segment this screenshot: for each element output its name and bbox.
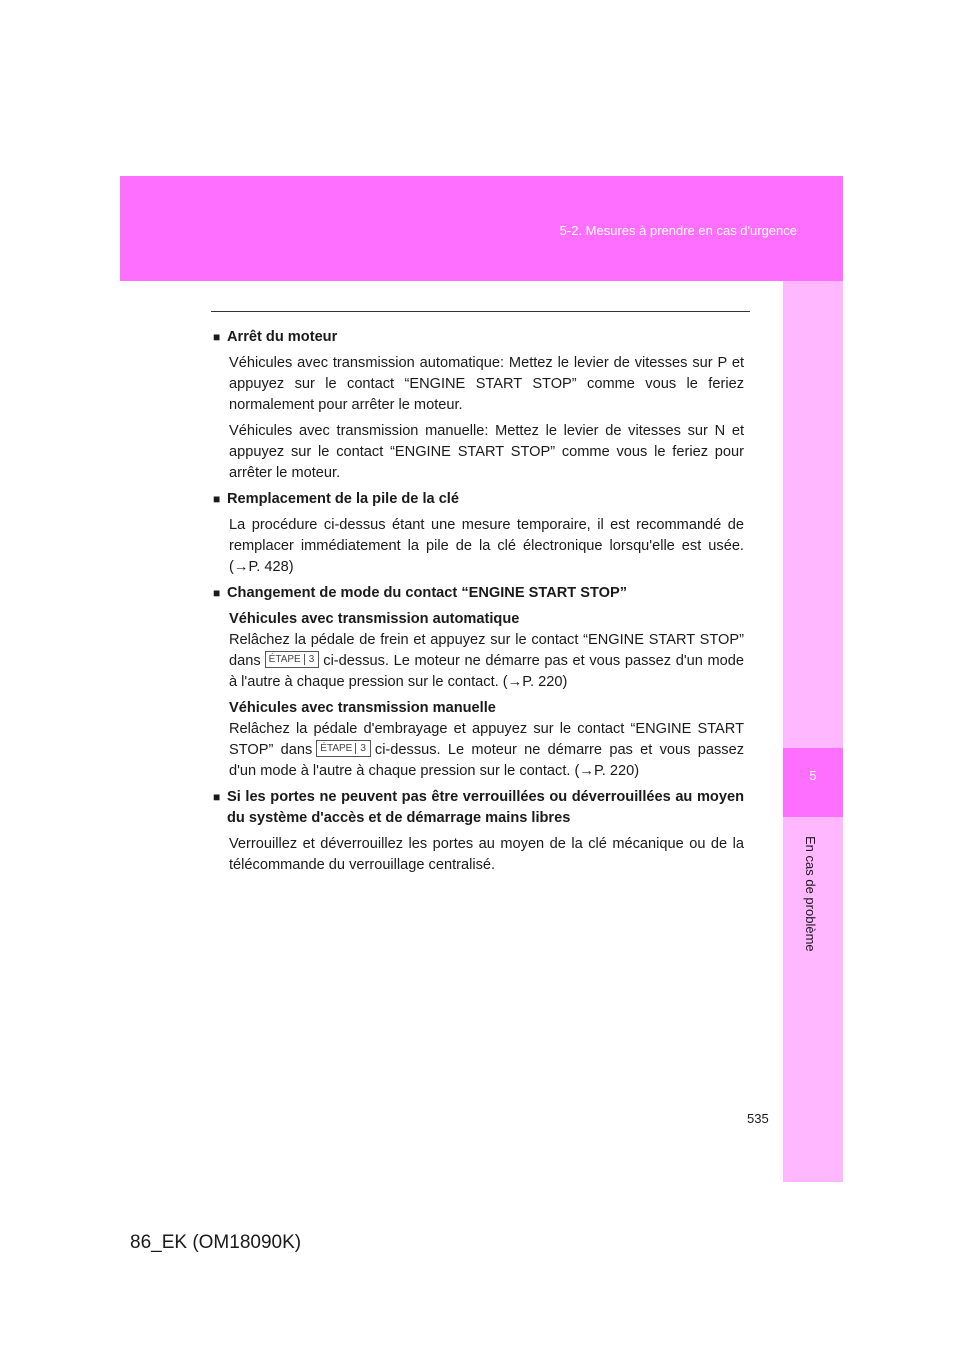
paragraph-automatic: Véhicules avec transmission automatique Relâchez la pédale de frein et appuyez sur le contact “ENGINE START STOP” dans ÉTAPE 3 ci-dessus. Le moteur ne démarre pas et vous passez d'un mode à l'autre à chaque pression sur le contact. (→P. 220) [229,611,744,690]
section-door-lock [213,787,744,876]
square-bullet-icon: ■ [213,492,221,506]
page-number: 535 [747,1111,769,1126]
section-divider [211,311,750,312]
paragraph: Verrouillez et déverrouillez les portes au moyen de la clé mécanique ou de la télécommande du verrouillage centralisé. [229,836,744,873]
chapter-title: 5-2. Mesures à prendre en cas d'urgence [559,223,797,238]
step-badge: ÉTAPE 3 [265,651,320,668]
sub-heading: Véhicules avec transmission manuelle [229,700,496,716]
square-bullet-icon: ■ [213,586,221,600]
square-bullet-icon: ■ [213,790,221,804]
section-heading: ■ Remplacement de la pile de la clé [213,489,744,510]
section-heading: ■ Si les portes ne peuvent pas être verrouillées ou déverrouillées au moyen du système d'accès et de démarrage mains libres [213,787,744,829]
sub-heading: Véhicules avec transmission automatique [229,611,520,627]
step-badge: ÉTAPE 3 [316,740,371,757]
paragraph: Véhicules avec transmission automatique: Mettez le levier de vitesses sur P et appuyez sur le contact “ENGINE START STOP” comme vous le feriez normalement pour arrêter le moteur. [229,355,744,413]
section-heading: ■ Changement de mode du contact “ENGINE START STOP” [213,583,744,604]
section-battery-replacement [213,489,744,578]
chapter-label: En cas de problème [803,836,818,952]
document-code: 86_EK (OM18090K) [130,1232,302,1253]
paragraph-manual: Véhicules avec transmission manuelle Relâchez la pédale d'embrayage et appuyez sur le contact “ENGINE START STOP” dans ÉTAPE 3 ci-dessus. Le moteur ne démarre pas et vous passez d'un mode à l'autre à chaque pression sur le contact. (→P. 220) [229,700,745,779]
section-engine-stop [213,327,744,484]
page-content [213,327,744,881]
section-mode-change [213,583,744,782]
paragraph: La procédure ci-dessus étant une mesure temporaire, il est recommandé de remplacer immédiatement la pile de la clé électronique lorsqu'elle est usée. (→P. 428) [229,517,744,575]
header-band [120,176,843,281]
chapter-number: 5 [809,768,817,783]
side-tab [783,281,843,1182]
paragraph: Véhicules avec transmission manuelle: Mettez le levier de vitesses sur N et appuyez sur le contact “ENGINE START STOP” comme vous le feriez pour arrêter le moteur. [229,423,744,481]
side-tab-active-chapter [783,748,843,817]
square-bullet-icon: ■ [213,330,221,344]
section-heading: ■ Arrêt du moteur [213,327,744,348]
